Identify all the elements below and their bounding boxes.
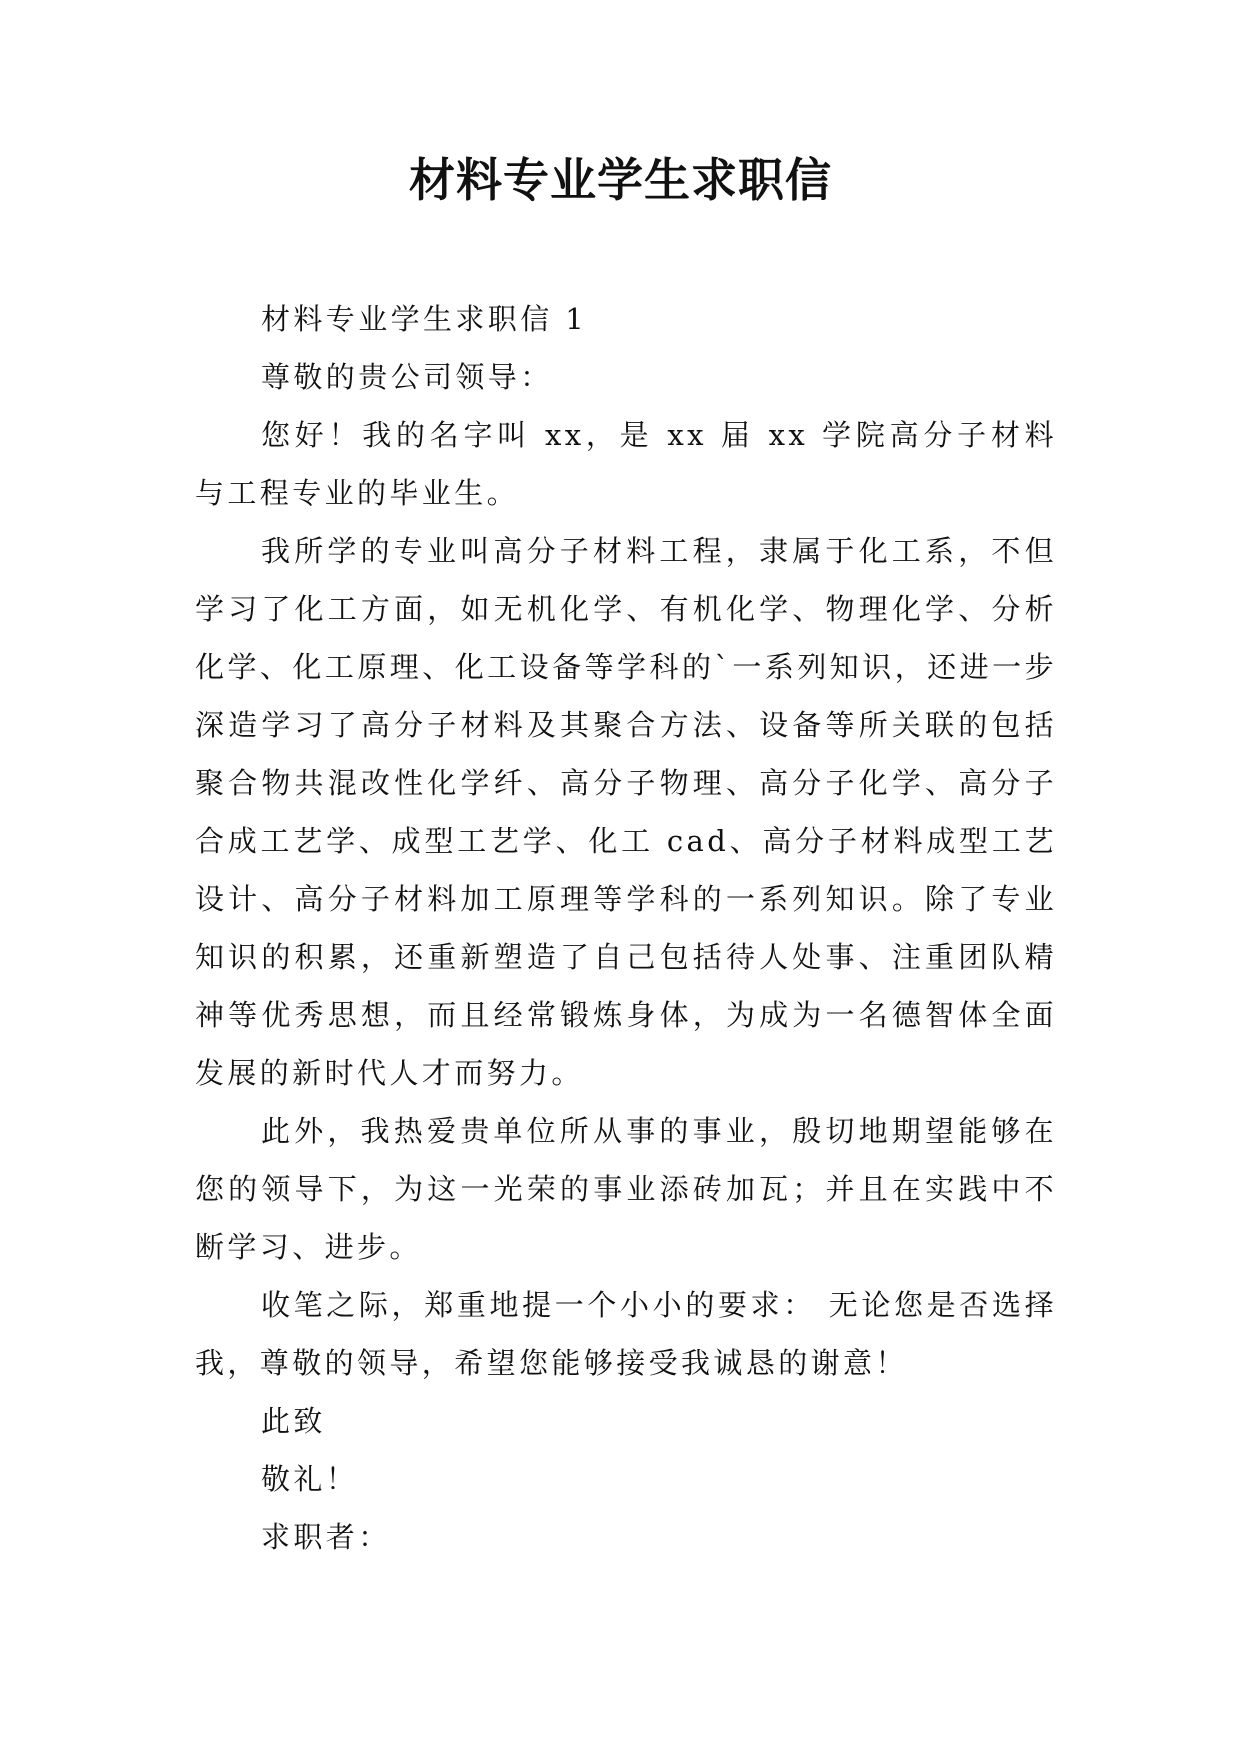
closing-jingli: 敬礼！ [261, 1462, 359, 1496]
paragraph-closing: 收笔之际，郑重地提一个小小的要求： 无论您是否选择我，尊敬的领导，希望您能够接受我诚恳的谢意！ [195, 1288, 1057, 1380]
signature-applicant: 求职者： [261, 1520, 391, 1554]
paragraph-introduction: 您好！我的名字叫 xx，是 xx 届 xx 学院高分子材料与工程专业的毕业生。 [195, 418, 1057, 510]
paragraph-aspiration: 此外，我热爱贵单位所从事的事业，殷切地期望能够在您的领导下，为这一光荣的事业添砖加瓦；并且在实践中不断学习、进步。 [195, 1114, 1057, 1264]
salutation: 尊敬的贵公司领导： [261, 360, 553, 394]
document-body [195, 290, 1057, 1566]
letter-heading: 材料专业学生求职信 1 [261, 302, 588, 336]
document-title: 材料专业学生求职信 [409, 153, 832, 207]
closing-cizhi: 此致 [261, 1404, 326, 1438]
paragraph-education: 我所学的专业叫高分子材料工程，隶属于化工系，不但学习了化工方面，如无机化学、有机化学、物理化学、分析化学、化工原理、化工设备等学科的`一系列知识，还进一步深造学习了高分子材料及其聚合方法、设备等所关联的包括聚合物共混改性化学纤、高分子物理、高分子化学、高分子合成工艺学、成型工艺学、化工 cad、高分子材料成型工艺设计、高分子材料加工原理等学科的一系列知识。除了专业知识的积累，还重新塑造了自己包括待人处事、注重团队精神等优秀思想，而且经常锻炼身体，为成为一名德智体全面发展的新时代人才而努力。 [195, 534, 1057, 1090]
